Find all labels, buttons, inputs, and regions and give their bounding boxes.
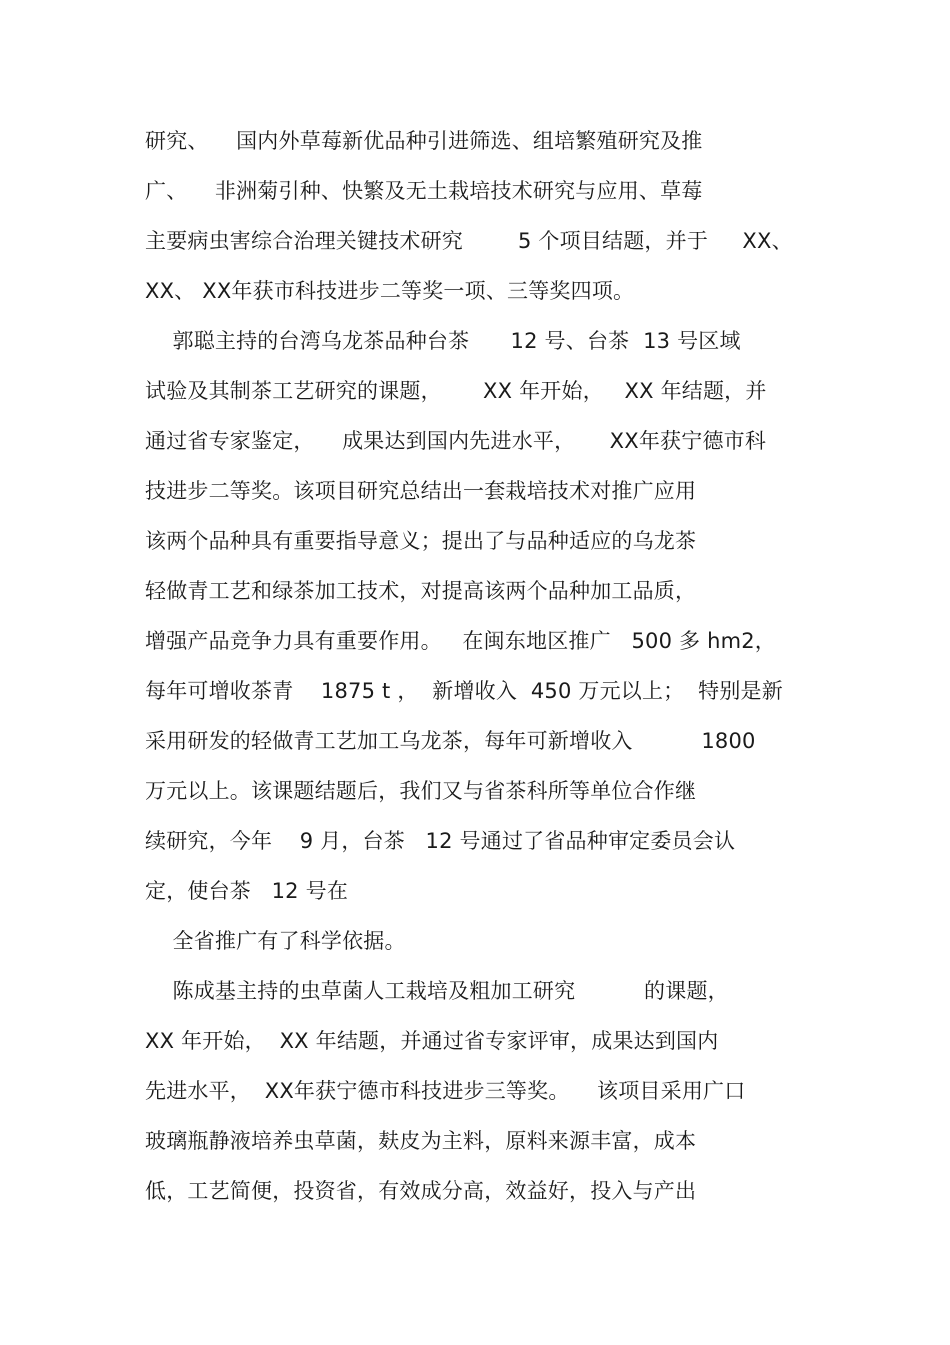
text-line: 通过省专家鉴定， 成果达到国内先进水平， XX年获宁德市科 (145, 429, 767, 453)
text-line: 陈成基主持的虫草菌人工栽培及粗加工研究 的课题， (145, 979, 729, 1003)
text-line: 全省推广有了科学依据。 (145, 929, 406, 953)
text-line: 技进步二等奖。该项目研究总结出一套栽培技术对推广应用 (145, 479, 697, 503)
text-line: 万元以上。该课题结题后，我们又与省茶科所等单位合作继 (145, 779, 697, 803)
text-line: XX 年开始， XX 年结题，并通过省专家评审，成果达到国内 (145, 1029, 719, 1053)
text-line: 郭聪主持的台湾乌龙茶品种台茶 12 号、台茶 13 号区域 (145, 329, 741, 353)
text-line: 研究、 国内外草莓新优品种引进筛选、组培繁殖研究及推 (145, 129, 703, 153)
text-line: 每年可增收茶青 1875 t ， 新增收入 450 万元以上； 特别是新 (145, 679, 783, 703)
text-line: 玻璃瓶静液培养虫草菌，麸皮为主料，原料来源丰富，成本 (145, 1129, 697, 1153)
text-line: XX、 XX年获市科技进步二等奖一项、三等奖四项。 (145, 279, 635, 303)
text-line: 主要病虫害综合治理关键技术研究 5 个项目结题，并于 XX、 (145, 229, 793, 253)
text-line: 低，工艺简便，投资省，有效成分高，效益好，投入与产出 (145, 1179, 697, 1203)
text-line: 试验及其制茶工艺研究的课题， XX 年开始， XX 年结题，并 (145, 379, 767, 403)
text-line: 先进水平， XX年获宁德市科技进步三等奖。 该项目采用广口 (145, 1079, 746, 1103)
text-line: 该两个品种具有重要指导意义；提出了与品种适应的乌龙茶 (145, 529, 697, 553)
text-line: 增强产品竞争力具有重要作用。 在闽东地区推广 500 多 hm2， (145, 629, 777, 653)
text-line: 采用研发的轻做青工艺加工乌龙茶，每年可新增收入 1800 (145, 729, 756, 753)
text-line: 广、 非洲菊引种、快繁及无土栽培技术研究与应用、草莓 (145, 179, 703, 203)
text-line: 续研究，今年 9 月，台茶 12 号通过了省品种审定委员会认 (145, 829, 736, 853)
text-line: 轻做青工艺和绿茶加工技术，对提高该两个品种加工品质， (145, 579, 697, 603)
text-line: 定，使台茶 12 号在 (145, 879, 349, 903)
